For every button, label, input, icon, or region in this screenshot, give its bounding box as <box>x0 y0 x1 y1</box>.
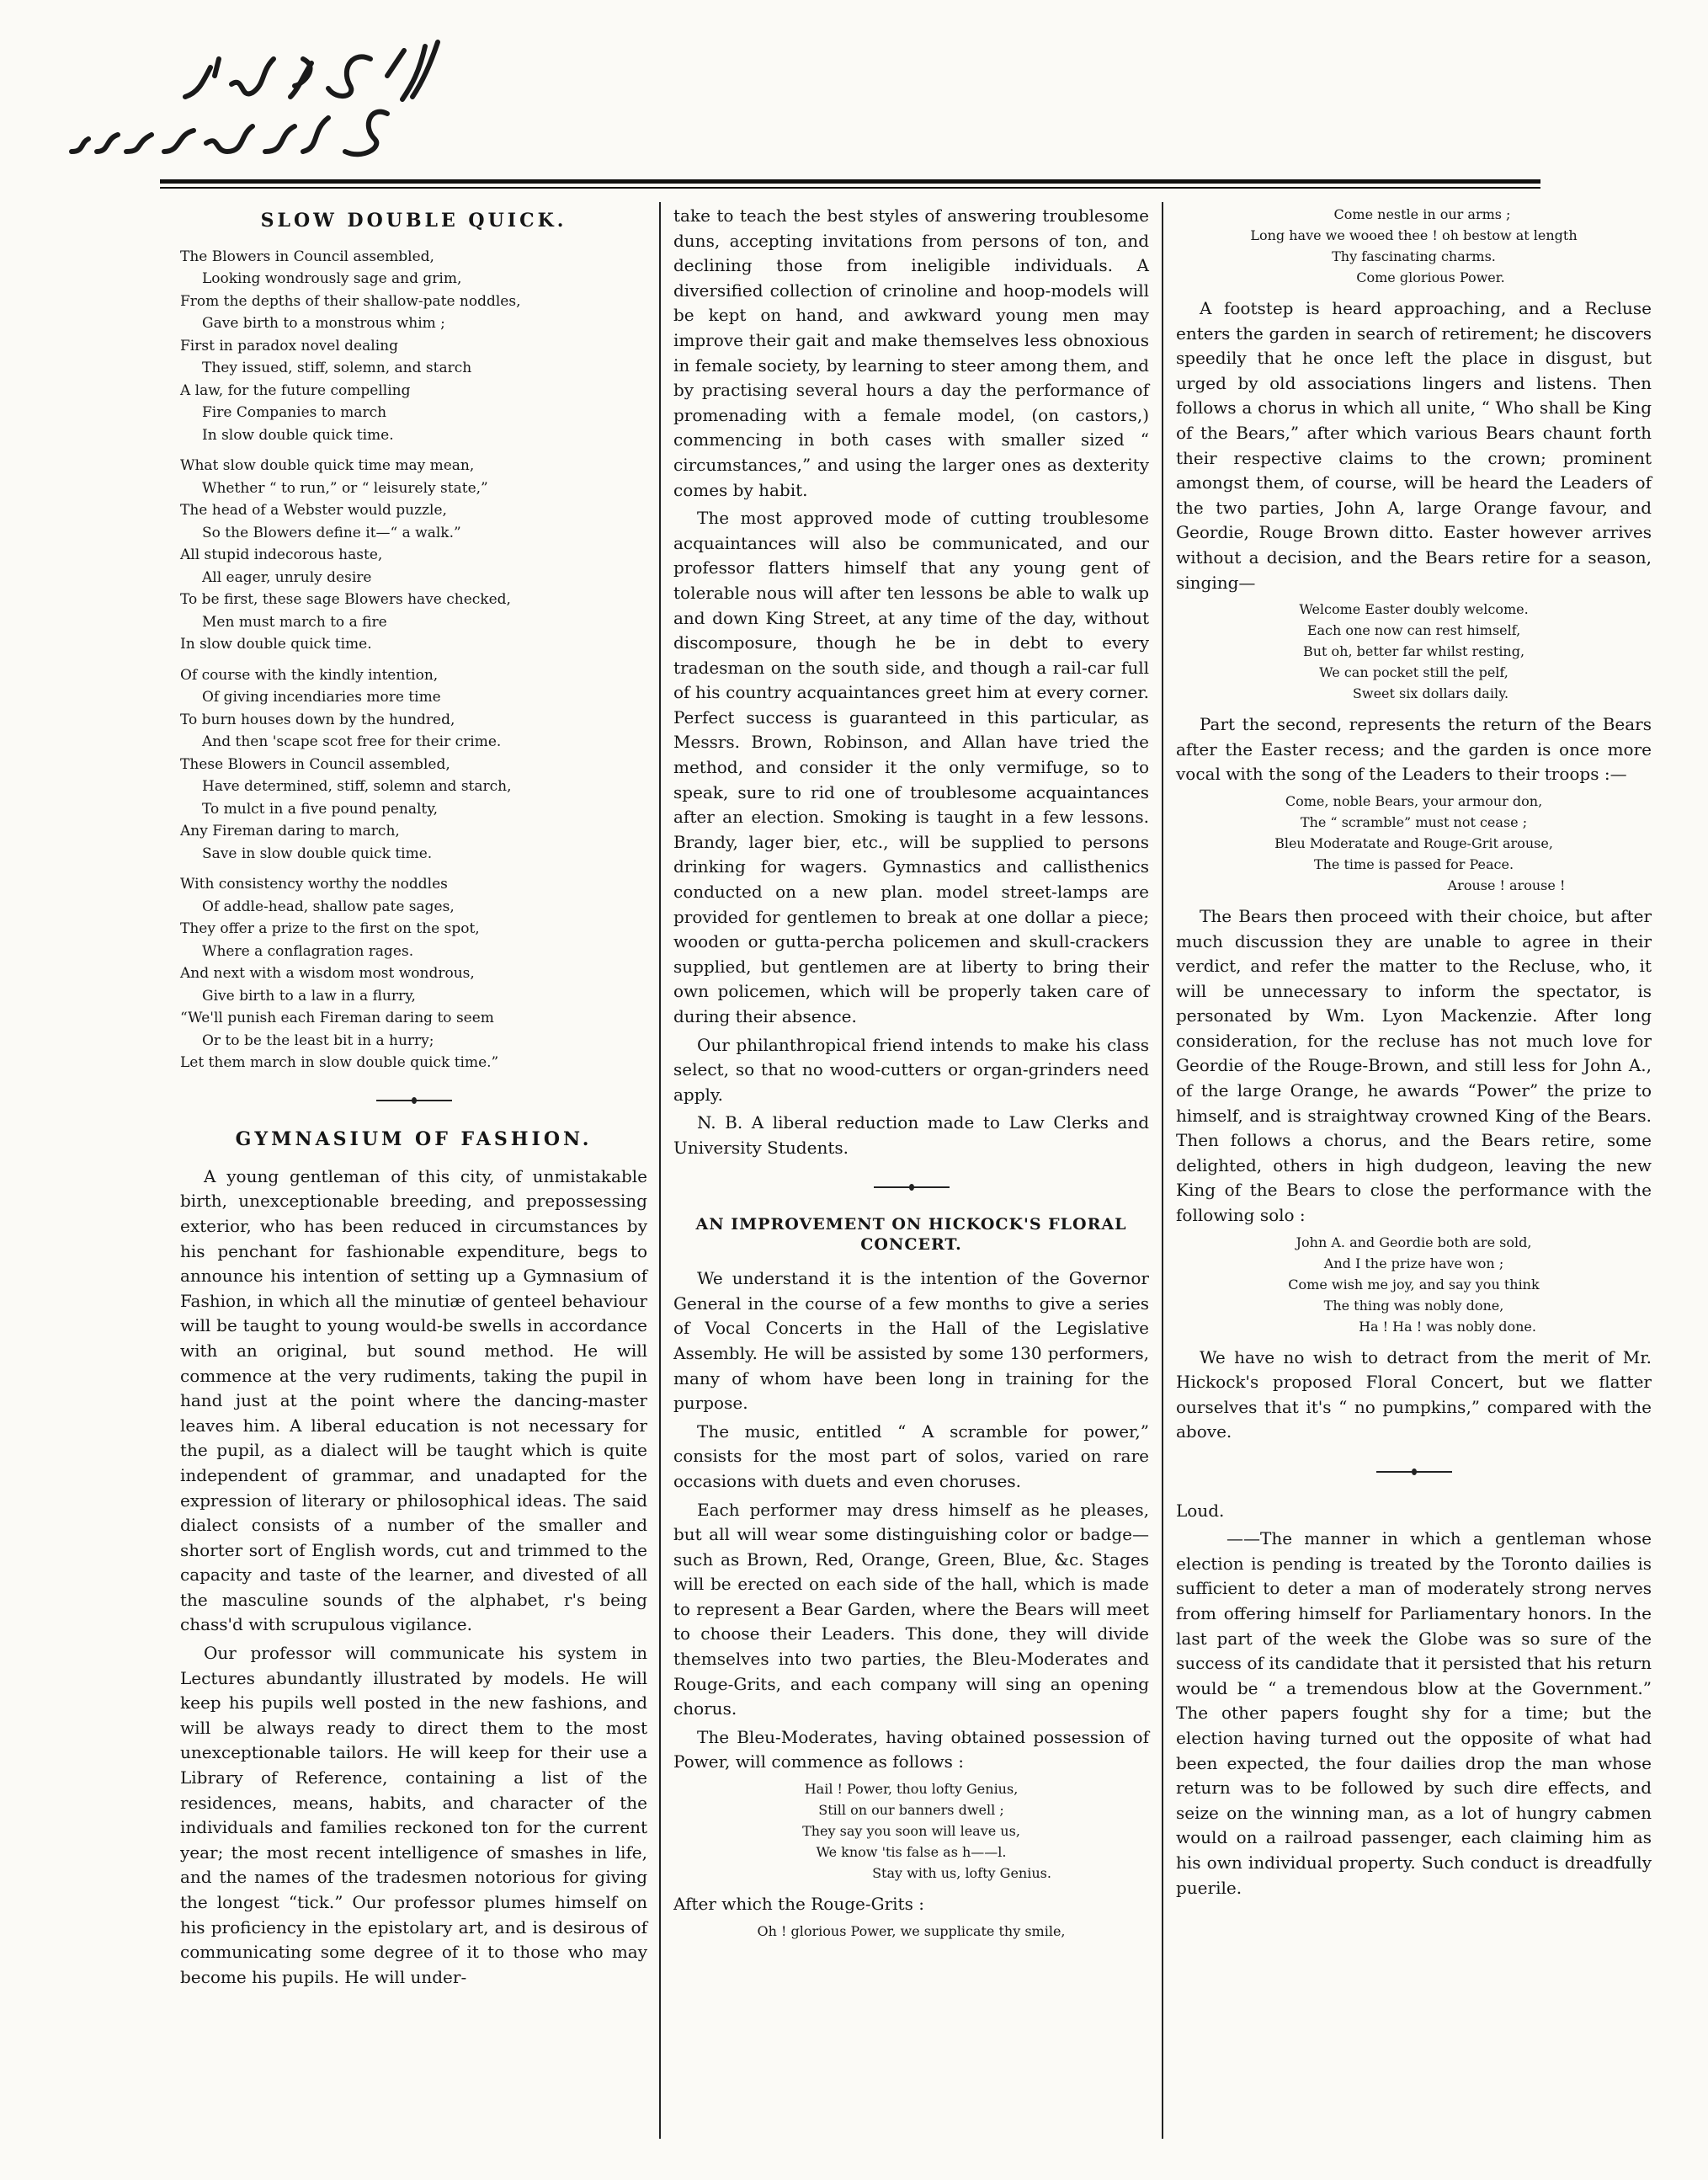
verse-line: They say you soon will leave us, <box>802 1823 1020 1840</box>
poem-line: Or to be the least bit in a hurry; <box>202 1031 434 1049</box>
paragraph: N. B. A liberal reduction made to Law Clerks and University Students. <box>673 1112 1149 1158</box>
verse-line: And I the prize have won ; <box>1323 1255 1504 1271</box>
stanza-break <box>180 446 647 455</box>
separator <box>1176 1458 1652 1484</box>
poem-line: Of course with the kindly intention, <box>180 666 439 684</box>
poem-line: With consistency worthy the noddles <box>180 876 448 893</box>
poem-line: Any Fireman daring to march, <box>180 823 400 840</box>
poem-line: Fire Companies to march <box>202 404 387 422</box>
poem-line: All stupid indecorous haste, <box>180 546 383 564</box>
verse-line: Come nestle in our arms ; <box>1333 206 1511 222</box>
poem-line: They issued, stiff, solemn, and starch <box>202 360 472 377</box>
paragraph: Our philanthropical friend intends to make his class select, so that no wood-cutters or organ-grinders need apply. <box>673 1034 1149 1105</box>
verse <box>1176 791 1652 896</box>
poem-line: To mulct in a five pound penalty, <box>202 800 439 818</box>
poem-line: From the depths of their shallow-pate noddles, <box>180 292 521 310</box>
verse-line: Arouse ! arouse ! <box>1447 877 1566 893</box>
poem-line: The Blowers in Council assembled, <box>180 248 434 265</box>
verse-line: Come glorious Power. <box>1356 269 1505 285</box>
poem-line: Have determined, stiff, solemn and starch, <box>202 778 512 796</box>
poem-line: Of giving incendiaries more time <box>202 689 441 706</box>
verse-line: Still on our banners dwell ; <box>818 1802 1004 1819</box>
verse <box>1176 204 1652 288</box>
paragraph: A young gentleman of this city, of unmistakable birth, unexceptionable breeding, and prepossessing exterior, who has been reduced in circumstances by his penchant for fashionable expenditure, begs to announce his intention of setting up a Gymnasium of Fashion, in which all the minutiæ of genteel behaviour will be taught to young would-be swells in accordance with an original, but sound method. He will commence at the very rudiments, taking the pupil in hand just at the point where the dancing-master leaves him. A liberal education is not necessary for the pupil, as a dialect will be taught which is quite independent of grammar, and unadapted for the expression of literary or philosophical ideas. The said dialect consists of a number of the smaller and shorter sort of English words, cut and trimmed to the capacity and taste of the learner, and divested of all the masculine sounds of the alphabet, r's being chass'd with scrupulous vigilance. <box>180 1165 647 1635</box>
verse-line: Stay with us, lofty Genius. <box>872 1865 1051 1882</box>
section-label: Loud. <box>1176 1500 1225 1521</box>
separator <box>180 1088 647 1113</box>
verse-line: John A. and Geordie both are sold, <box>1296 1234 1532 1250</box>
poem-line: All eager, unruly desire <box>202 568 372 586</box>
verse <box>673 1921 1149 1942</box>
separator <box>673 1175 1149 1200</box>
verse-line: The thing was nobly done, <box>1323 1297 1504 1314</box>
poem-line: Of addle-head, shallow pate sages, <box>202 898 455 915</box>
poem <box>180 246 647 1074</box>
paragraph: The Bears then proceed with their choice, but after much discussion they are unable to agree in their verdict, and refer the matter to the Recluse, who, it will be unnecessary to inform the spectator, is personated by Wm. Lyon Mackenzie. After long consideration, for the recluse has not much love for Geordie of the Rouge-Brown, and still less for John A., of the large Orange, he awards “Power” the prize to himself, and is straightway crowned King of the Bears. Then follows a chorus, and the Bears retire, some delighted, others in high dudgeon, leaving the new King of the Bears to close the performance with the following solo : <box>1176 905 1652 1226</box>
poem-line: To be first, these sage Blowers have checked, <box>180 591 511 609</box>
poem-line: What slow double quick time may mean, <box>180 457 475 475</box>
poem-line: First in paradox novel dealing <box>180 337 398 354</box>
poem-line: And then 'scape scot free for their crime. <box>202 733 502 751</box>
verse-line: The “ scramble” must not cease ; <box>1300 813 1528 830</box>
column-divider <box>659 202 661 2139</box>
poem-line: Save in slow double quick time. <box>202 845 433 862</box>
poem-line: Where a conflagration rages. <box>202 942 414 960</box>
paragraph: The most approved mode of cutting troublesome acquaintances will also be communicated, and our professor flatters himself that any young gent of tolerable nous will after ten lessons be able to walk up and down King Street, at any time of the day, without discomposure, though he be in debt to every tradesman on the south side, and though a rail-car full of his country acquaintances greet him at every corner. Perfect success is guaranteed in this particular, as Messrs. Brown, Robinson, and Allan have tried the method, and consider it the only vermifuge, so to speak, sure to rid one of troublesome acquaintances after an election. Smoking is taught in a few lessons. Brandy, lager bier, etc., will be supplied to persons drinking for wagers. Gymnastics and callisthenics conducted on a new plan. model street-lamps are provided for gentlemen to break at one dollar a piece; wooden or gutta-percha policemen and skull-crackers supplied, but gentlemen are at liberty to bring their own policemen, which will be properly taken care of during their absence. <box>673 508 1149 1026</box>
verse-line: The time is passed for Peace. <box>1313 855 1514 872</box>
paragraph: ——The manner in which a gentleman whose election is pending is treated by the Toronto dailies is sufficient to deter a man of moderately strong nerves from offering himself for Parliamentary honors. In the last part of the week the Globe was so sure of the success of its candidate that it persisted that his return would be “ a tremendous blow at the Government.” The other papers fought shy for a time; but the election having turned out the opposite of what had been expected, the four dailies drop the man whose return was to be followed by such dire effects, and seize on the winning man, as a lot of hungry cabmen would on a railroad passenger, each claiming him as his own individual property. Such conduct is dreadfully puerile. <box>1176 1528 1652 1898</box>
poem-line: “We'll punish each Fireman daring to seem <box>180 1010 494 1027</box>
poem-line: And next with a wisdom most wondrous, <box>180 965 475 983</box>
verse-line: Long have we wooed thee ! oh bestow at length <box>1250 227 1578 243</box>
header-rule-thin <box>160 187 1540 189</box>
stanza-break <box>180 865 647 873</box>
article-heading: AN IMPROVEMENT ON HICKOCK'S FLORAL CONCERT. <box>695 1215 1127 1255</box>
verse-line: Hail ! Power, thou lofty Genius, <box>804 1781 1019 1798</box>
poem-line: In slow double quick time. <box>202 426 394 444</box>
poem-line: Whether “ to run,” or “ leisurely state,” <box>202 479 488 497</box>
poem-line: Let them march in slow double quick time.” <box>180 1054 499 1072</box>
column-1 <box>180 204 647 1993</box>
paragraph: After which the Rouge-Grits : <box>673 1894 924 1915</box>
poem-line: These Blowers in Council assembled, <box>180 755 450 773</box>
paragraph: take to teach the best styles of answering troublesome duns, accepting invitations from persons of ton, and declining those from ineligible individuals. A diversified collection of crinoline and hoop-models will be kept on hand, and awkward young men may improve their gait and make themselves less obnoxious in female society, by learning to steer among them, and by practising several hours a day the performance of promenading with a female model, (on castors,) commencing in both cases with smaller sized “ circumstances,” and using the larger ones as dexterity comes by habit. <box>673 205 1149 500</box>
verse-line: Oh ! glorious Power, we supplicate thy smile, <box>757 1922 1066 1939</box>
paragraph: The music, entitled “ A scramble for power,” consists for the most part of solos, varied on rare occasions with duets and even choruses. <box>673 1420 1149 1491</box>
verse-line: Come wish me joy, and say you think <box>1288 1276 1540 1293</box>
verse <box>673 1778 1149 1884</box>
poem-line: Looking wondrously sage and grim, <box>202 270 462 288</box>
verse <box>1176 1232 1652 1337</box>
verse-line: Ha ! Ha ! was nobly done. <box>1359 1318 1536 1335</box>
verse <box>1176 599 1652 704</box>
poem-line: They offer a prize to the first on the spot, <box>180 920 480 938</box>
poem-line: Gave birth to a monstrous whim ; <box>202 315 445 333</box>
verse-line: Each one now can rest himself, <box>1306 622 1521 639</box>
poem-line: Give birth to a law in a flurry, <box>202 987 416 1005</box>
handwritten-signature <box>51 25 455 168</box>
column-3 <box>1176 204 1652 1904</box>
verse-line: Thy fascinating charms. <box>1332 248 1496 264</box>
paragraph: Each performer may dress himself as he pleases, but all will wear some distinguishing color or badge—such as Brown, Red, Orange, Green, Blue, &c. Stages will be erected on each side of the hall, which is made to represent a Bear Garden, where the Bears will meet to choose their Leaders. This done, they will divide themselves into two parties, the Bleu-Moderates and Rouge-Grits, and each company will sing an opening chorus. <box>673 1499 1149 1719</box>
poem-line: So the Blowers define it—“ a walk.” <box>202 524 461 541</box>
article-heading: GYMNASIUM OF FASHION. <box>235 1128 593 1151</box>
paragraph: We understand it is the intention of the Governor General in the course of a few months to give a series of Vocal Concerts in the Hall of the Legislative Assembly. He will be assisted by some 130 performers, many of whom have been long in training for the purpose. <box>673 1268 1149 1414</box>
verse-line: Come, noble Bears, your armour don, <box>1285 792 1543 809</box>
poem-line: Men must march to a fire <box>202 613 387 631</box>
paragraph: Part the second, represents the return of the Bears after the Easter recess; and the garden is once more vocal with the song of the Leaders to their troops :— <box>1176 714 1652 785</box>
poem-line: In slow double quick time. <box>180 636 372 653</box>
paragraph: A footstep is heard approaching, and a Recluse enters the garden in search of retirement; he discovers speedily that he once left the place in disgust, but urged by old associations lingers and listens. Then follows a chorus in which all unite, “ Who shall be King of the Bears,” after which various Bears chaunt forth their respective claims to the crown; prominent amongst them, of course, will be heard the Leaders of the two parties, John A, large Orange favour, and Geordie, Rouge Brown ditto. Easter however arrives without a decision, and the Bears retire for a season, singing— <box>1176 298 1652 593</box>
verse-line: We can pocket still the pelf, <box>1319 664 1508 681</box>
column-2 <box>673 204 1149 1950</box>
header-rule <box>160 179 1540 184</box>
paragraph: We have no wish to detract from the merit of Mr. Hickock's proposed Floral Concert, but we flatter ourselves that it's “ no pumpkins,” compared with the above. <box>1176 1346 1652 1442</box>
paragraph: Our professor will communicate his system in Lectures abundantly illustrated by models. He will keep his pupils well posted in the new fashions, and will be always ready to direct them to the most unexceptionable tailors. He will keep for their use a Library of Reference, containing a list of the residences, means, habits, and character of the individuals and families reckoned ton for the current year; the most recent intelligence of smashes in life, and the names of the tradesmen notorious for giving the longest “tick.” Our professor plumes himself on his proficiency in the epistolary art, and is desirous of communicating some degree of it to those who may become his pupils. He will under- <box>180 1643 647 1987</box>
article-heading: SLOW DOUBLE QUICK. <box>260 210 567 232</box>
verse-line: Welcome Easter doubly welcome. <box>1299 601 1529 618</box>
verse-line: Sweet six dollars daily. <box>1352 685 1509 702</box>
paragraph: The Bleu-Moderates, having obtained possession of Power, will commence as follows : <box>673 1726 1149 1772</box>
poem-line: To burn houses down by the hundred, <box>180 711 455 728</box>
verse-line: We know 'tis false as h——l. <box>816 1844 1007 1861</box>
verse-line: But oh, better far whilst resting, <box>1302 643 1525 660</box>
verse-line: Bleu Moderatate and Rouge-Grit arouse, <box>1274 834 1553 851</box>
poem-line: The head of a Webster would puzzle, <box>180 502 447 520</box>
poem-line: A law, for the future compelling <box>180 381 411 399</box>
column-divider <box>1162 202 1163 2139</box>
stanza-break <box>180 656 647 664</box>
